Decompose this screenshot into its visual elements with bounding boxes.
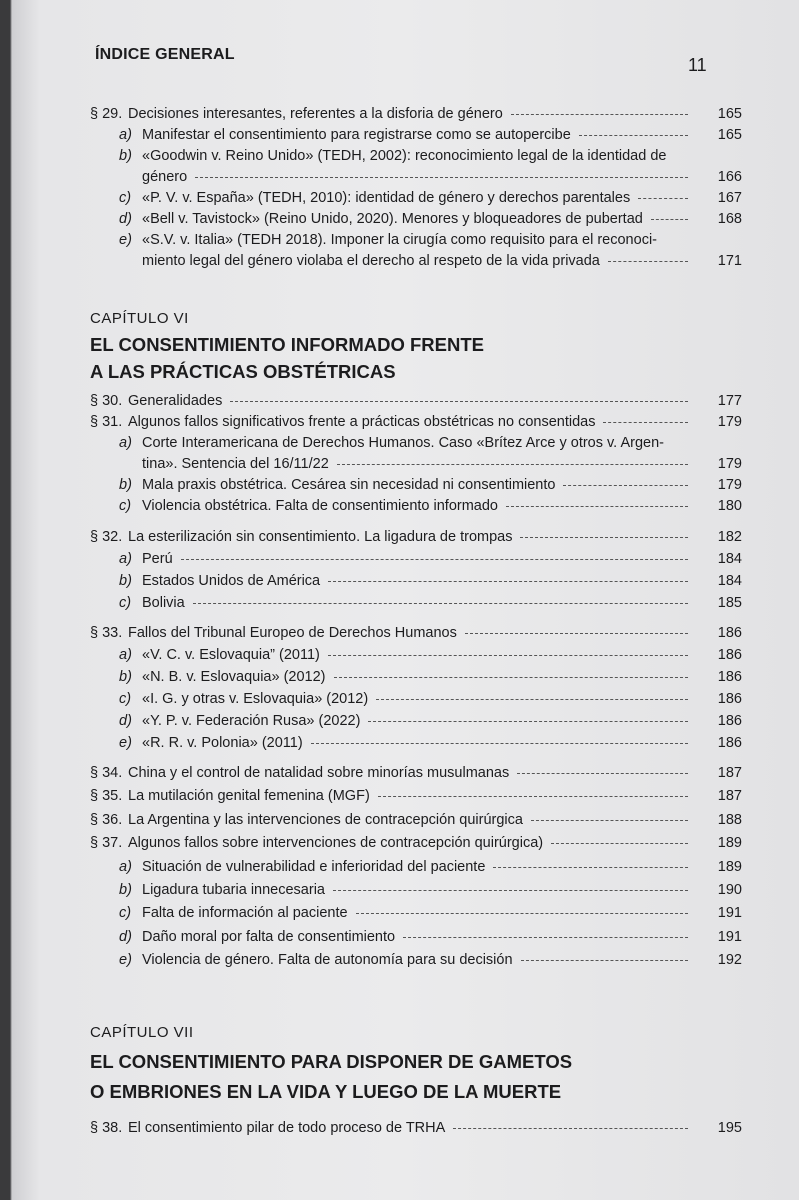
entry-text: Corte Interamericana de Derechos Humanos. Caso «Brítez Arce y otros v. Argen- <box>142 435 664 451</box>
toc-group <box>90 529 742 617</box>
entry-page: 179 <box>717 456 742 472</box>
section-number: § 33. <box>90 625 123 641</box>
dot-leader <box>333 890 688 891</box>
toc-entry <box>90 529 742 551</box>
entry-text: Situación de vulnerabilidad e inferioridad del paciente <box>142 858 486 875</box>
dot-leader <box>531 820 688 821</box>
entry-page: 186 <box>717 713 742 729</box>
chapter-title <box>90 331 484 385</box>
toc-group <box>90 765 742 976</box>
toc-entry <box>90 127 742 148</box>
entry-text: «V. C. v. Eslovaquia” (2011) <box>142 647 320 663</box>
entry-page: 179 <box>717 477 742 493</box>
toc-entry <box>90 393 742 414</box>
entry-text: «R. R. v. Polonia» (2011) <box>142 735 303 751</box>
subsection-letter: a) <box>119 127 132 143</box>
entry-text: Decisiones interesantes, referentes a la disforia de género <box>128 106 503 122</box>
dot-leader <box>230 401 688 402</box>
entry-page: 195 <box>717 1120 742 1136</box>
dot-leader <box>506 506 688 507</box>
subsection-letter: a) <box>119 435 132 451</box>
dot-leader <box>638 198 688 199</box>
entry-page: 188 <box>717 811 742 828</box>
subsection-letter: e) <box>119 952 132 969</box>
section-number: § 35. <box>90 788 123 805</box>
entry-text: Perú <box>142 551 173 567</box>
toc-entry <box>90 905 742 928</box>
chapter-title-line: A LAS PRÁCTICAS OBSTÉTRICAS <box>90 361 396 382</box>
dot-leader <box>563 485 688 486</box>
toc-entry <box>90 595 742 617</box>
entry-page: 189 <box>717 858 742 875</box>
dot-leader <box>328 655 688 656</box>
entry-page: 166 <box>717 169 742 185</box>
section-number: § 31. <box>90 414 123 430</box>
toc-entry <box>90 713 742 735</box>
subsection-letter: d) <box>119 928 132 945</box>
dot-leader <box>376 699 688 700</box>
chapter-label: CAPÍTULO VI <box>90 310 189 327</box>
entry-page: 165 <box>717 127 742 143</box>
page-number: 11 <box>688 55 707 75</box>
entry-text: Violencia obstétrica. Falta de consentimiento informado <box>142 498 498 514</box>
dot-leader <box>328 581 688 582</box>
entry-text: La Argentina y las intervenciones de contracepción quirúrgica <box>128 811 523 828</box>
toc-entry <box>90 735 742 757</box>
entry-page: 167 <box>717 190 742 206</box>
toc-entry <box>90 625 742 647</box>
dot-leader <box>453 1128 688 1129</box>
toc-entry <box>90 765 742 788</box>
toc-entry <box>90 669 742 691</box>
entry-page: 171 <box>717 253 742 269</box>
entry-page: 168 <box>717 211 742 227</box>
entry-text: La mutilación genital femenina (MGF) <box>128 788 370 805</box>
entry-text: «I. G. y otras v. Eslovaquia» (2012) <box>142 691 369 707</box>
entry-text: El consentimiento pilar de todo proceso de TRHA <box>128 1120 446 1136</box>
dot-leader <box>579 135 688 136</box>
chapter-title <box>90 1047 572 1107</box>
section-number: § 36. <box>90 811 123 828</box>
entry-text: tina». Sentencia del 16/11/22 <box>142 456 329 472</box>
entry-page: 191 <box>717 905 742 922</box>
entry-page: 186 <box>717 669 742 685</box>
entry-page: 184 <box>717 551 742 567</box>
dot-leader <box>551 843 688 844</box>
entry-page: 186 <box>717 647 742 663</box>
entry-text: Falta de información al paciente <box>142 905 348 922</box>
dot-leader <box>334 677 689 678</box>
dot-leader <box>356 913 688 914</box>
toc-entry-continuation <box>90 253 742 274</box>
entry-text: Ligadura tubaria innecesaria <box>142 881 325 898</box>
dot-leader <box>517 773 688 774</box>
toc-entry <box>90 573 742 595</box>
subsection-letter: c) <box>119 498 132 514</box>
toc-entry <box>90 211 742 232</box>
subsection-letter: e) <box>119 735 132 751</box>
entry-page: 180 <box>717 498 742 514</box>
toc-group <box>90 106 742 274</box>
section-number: § 29. <box>90 106 123 122</box>
dot-leader <box>181 559 688 560</box>
running-header: ÍNDICE GENERAL <box>95 46 235 63</box>
toc-entry <box>90 414 742 435</box>
entry-page: 182 <box>717 529 742 545</box>
entry-text: China y el control de natalidad sobre minorías musulmanas <box>128 765 510 781</box>
entry-text: Manifestar el consentimiento para registrarse como se autopercibe <box>142 127 571 143</box>
subsection-letter: c) <box>119 691 132 707</box>
dot-leader <box>521 960 688 961</box>
dot-leader <box>195 177 688 178</box>
subsection-letter: b) <box>119 669 132 685</box>
toc-entry <box>90 882 742 905</box>
entry-page: 189 <box>717 835 742 852</box>
section-number: § 34. <box>90 765 123 781</box>
toc-entry-continuation <box>90 169 742 190</box>
entry-text: Mala praxis obstétrica. Cesárea sin necesidad ni consentimiento <box>142 477 556 493</box>
entry-text: «Bell v. Tavistock» (Reino Unido, 2020). Menores y bloqueadores de pubertad <box>142 211 643 227</box>
toc-entry <box>90 435 742 456</box>
section-number: § 30. <box>90 393 123 409</box>
section-number: § 32. <box>90 529 123 545</box>
entry-text: «S.V. v. Italia» (TEDH 2018). Imponer la cirugía como requisito para el reconoci- <box>142 232 657 248</box>
entry-text: género <box>142 169 188 185</box>
toc-group <box>90 625 742 757</box>
entry-text: «Goodwin v. Reino Unido» (TEDH, 2002): reconocimiento legal de la identidad de <box>142 148 667 164</box>
subsection-letter: e) <box>119 232 132 248</box>
subsection-letter: a) <box>119 551 132 567</box>
entry-page: 191 <box>717 928 742 945</box>
chapter-label: CAPÍTULO VII <box>90 1024 194 1041</box>
subsection-letter: a) <box>119 858 132 875</box>
toc-entry <box>90 859 742 882</box>
subsection-letter: b) <box>119 148 132 164</box>
dot-leader <box>368 721 688 722</box>
entry-page: 187 <box>717 788 742 805</box>
toc-entry <box>90 477 742 498</box>
dot-leader <box>493 867 688 868</box>
toc-group <box>90 393 742 519</box>
section-number: § 38. <box>90 1120 123 1136</box>
toc-entry <box>90 929 742 952</box>
dot-leader <box>465 633 688 634</box>
entry-page: 186 <box>717 735 742 751</box>
toc-entry <box>90 498 742 519</box>
toc-entry-continuation <box>90 456 742 477</box>
toc-entry <box>90 647 742 669</box>
entry-page: 192 <box>717 952 742 969</box>
subsection-letter: c) <box>119 595 132 611</box>
entry-text: Estados Unidos de América <box>142 573 321 589</box>
entry-text: Daño moral por falta de consentimiento <box>142 928 396 945</box>
dot-leader <box>403 937 688 938</box>
entry-page: 186 <box>717 691 742 707</box>
subsection-letter: b) <box>119 573 132 589</box>
chapter-title-line: EL CONSENTIMIENTO INFORMADO FRENTE <box>90 334 484 355</box>
entry-page: 184 <box>717 573 742 589</box>
entry-page: 179 <box>717 414 742 430</box>
dot-leader <box>311 743 688 744</box>
chapter-title-line: EL CONSENTIMIENTO PARA DISPONER DE GAMETOS <box>90 1051 573 1072</box>
dot-leader <box>520 537 688 538</box>
entry-text: «Y. P. v. Federación Rusa» (2022) <box>142 713 361 729</box>
dot-leader <box>193 603 688 604</box>
toc-entry <box>90 952 742 975</box>
section-number: § 37. <box>90 835 123 852</box>
entry-text: Bolivia <box>142 595 185 611</box>
entry-text: La esterilización sin consentimiento. La ligadura de trompas <box>128 529 513 545</box>
dot-leader <box>337 464 688 465</box>
chapter-title-line: O EMBRIONES EN LA VIDA Y LUEGO DE LA MUERTE <box>90 1081 562 1102</box>
entry-text: Fallos del Tribunal Europeo de Derechos Humanos <box>128 625 457 641</box>
toc-entry <box>90 551 742 573</box>
entry-page: 177 <box>717 393 742 409</box>
subsection-letter: d) <box>119 713 132 729</box>
toc-entry <box>90 232 742 253</box>
entry-text: «N. B. v. Eslovaquia» (2012) <box>142 669 326 685</box>
toc-entry <box>90 835 742 858</box>
dot-leader <box>651 219 688 220</box>
toc-entry <box>90 788 742 811</box>
entry-page: 186 <box>717 625 742 641</box>
subsection-letter: c) <box>119 905 132 922</box>
entry-text: Algunos fallos significativos frente a prácticas obstétricas no consentidas <box>128 414 596 430</box>
toc-entry <box>90 1120 742 1141</box>
subsection-letter: b) <box>119 881 132 898</box>
dot-leader <box>511 114 688 115</box>
entry-text: Violencia de género. Falta de autonomía para su decisión <box>142 952 513 969</box>
dot-leader <box>608 261 688 262</box>
toc-entry <box>90 190 742 211</box>
entry-text: miento legal del género violaba el derecho al respeto de la vida privada <box>142 253 600 269</box>
entry-page: 185 <box>717 595 742 611</box>
entry-page: 165 <box>717 106 742 122</box>
subsection-letter: c) <box>119 190 132 206</box>
toc-entry <box>90 812 742 835</box>
entry-page: 190 <box>717 881 742 898</box>
dot-leader <box>378 796 688 797</box>
subsection-letter: b) <box>119 477 132 493</box>
entry-text: Algunos fallos sobre intervenciones de contracepción quirúrgica) <box>128 835 544 852</box>
subsection-letter: d) <box>119 211 132 227</box>
toc-group <box>90 1120 742 1141</box>
entry-text: Generalidades <box>128 393 223 409</box>
dot-leader <box>603 422 688 423</box>
toc-entry <box>90 106 742 127</box>
entry-page: 187 <box>717 765 742 781</box>
toc-entry <box>90 148 742 169</box>
subsection-letter: a) <box>119 647 132 663</box>
toc-entry <box>90 691 742 713</box>
entry-text: «P. V. v. España» (TEDH, 2010): identidad de género y derechos parentales <box>142 190 631 206</box>
